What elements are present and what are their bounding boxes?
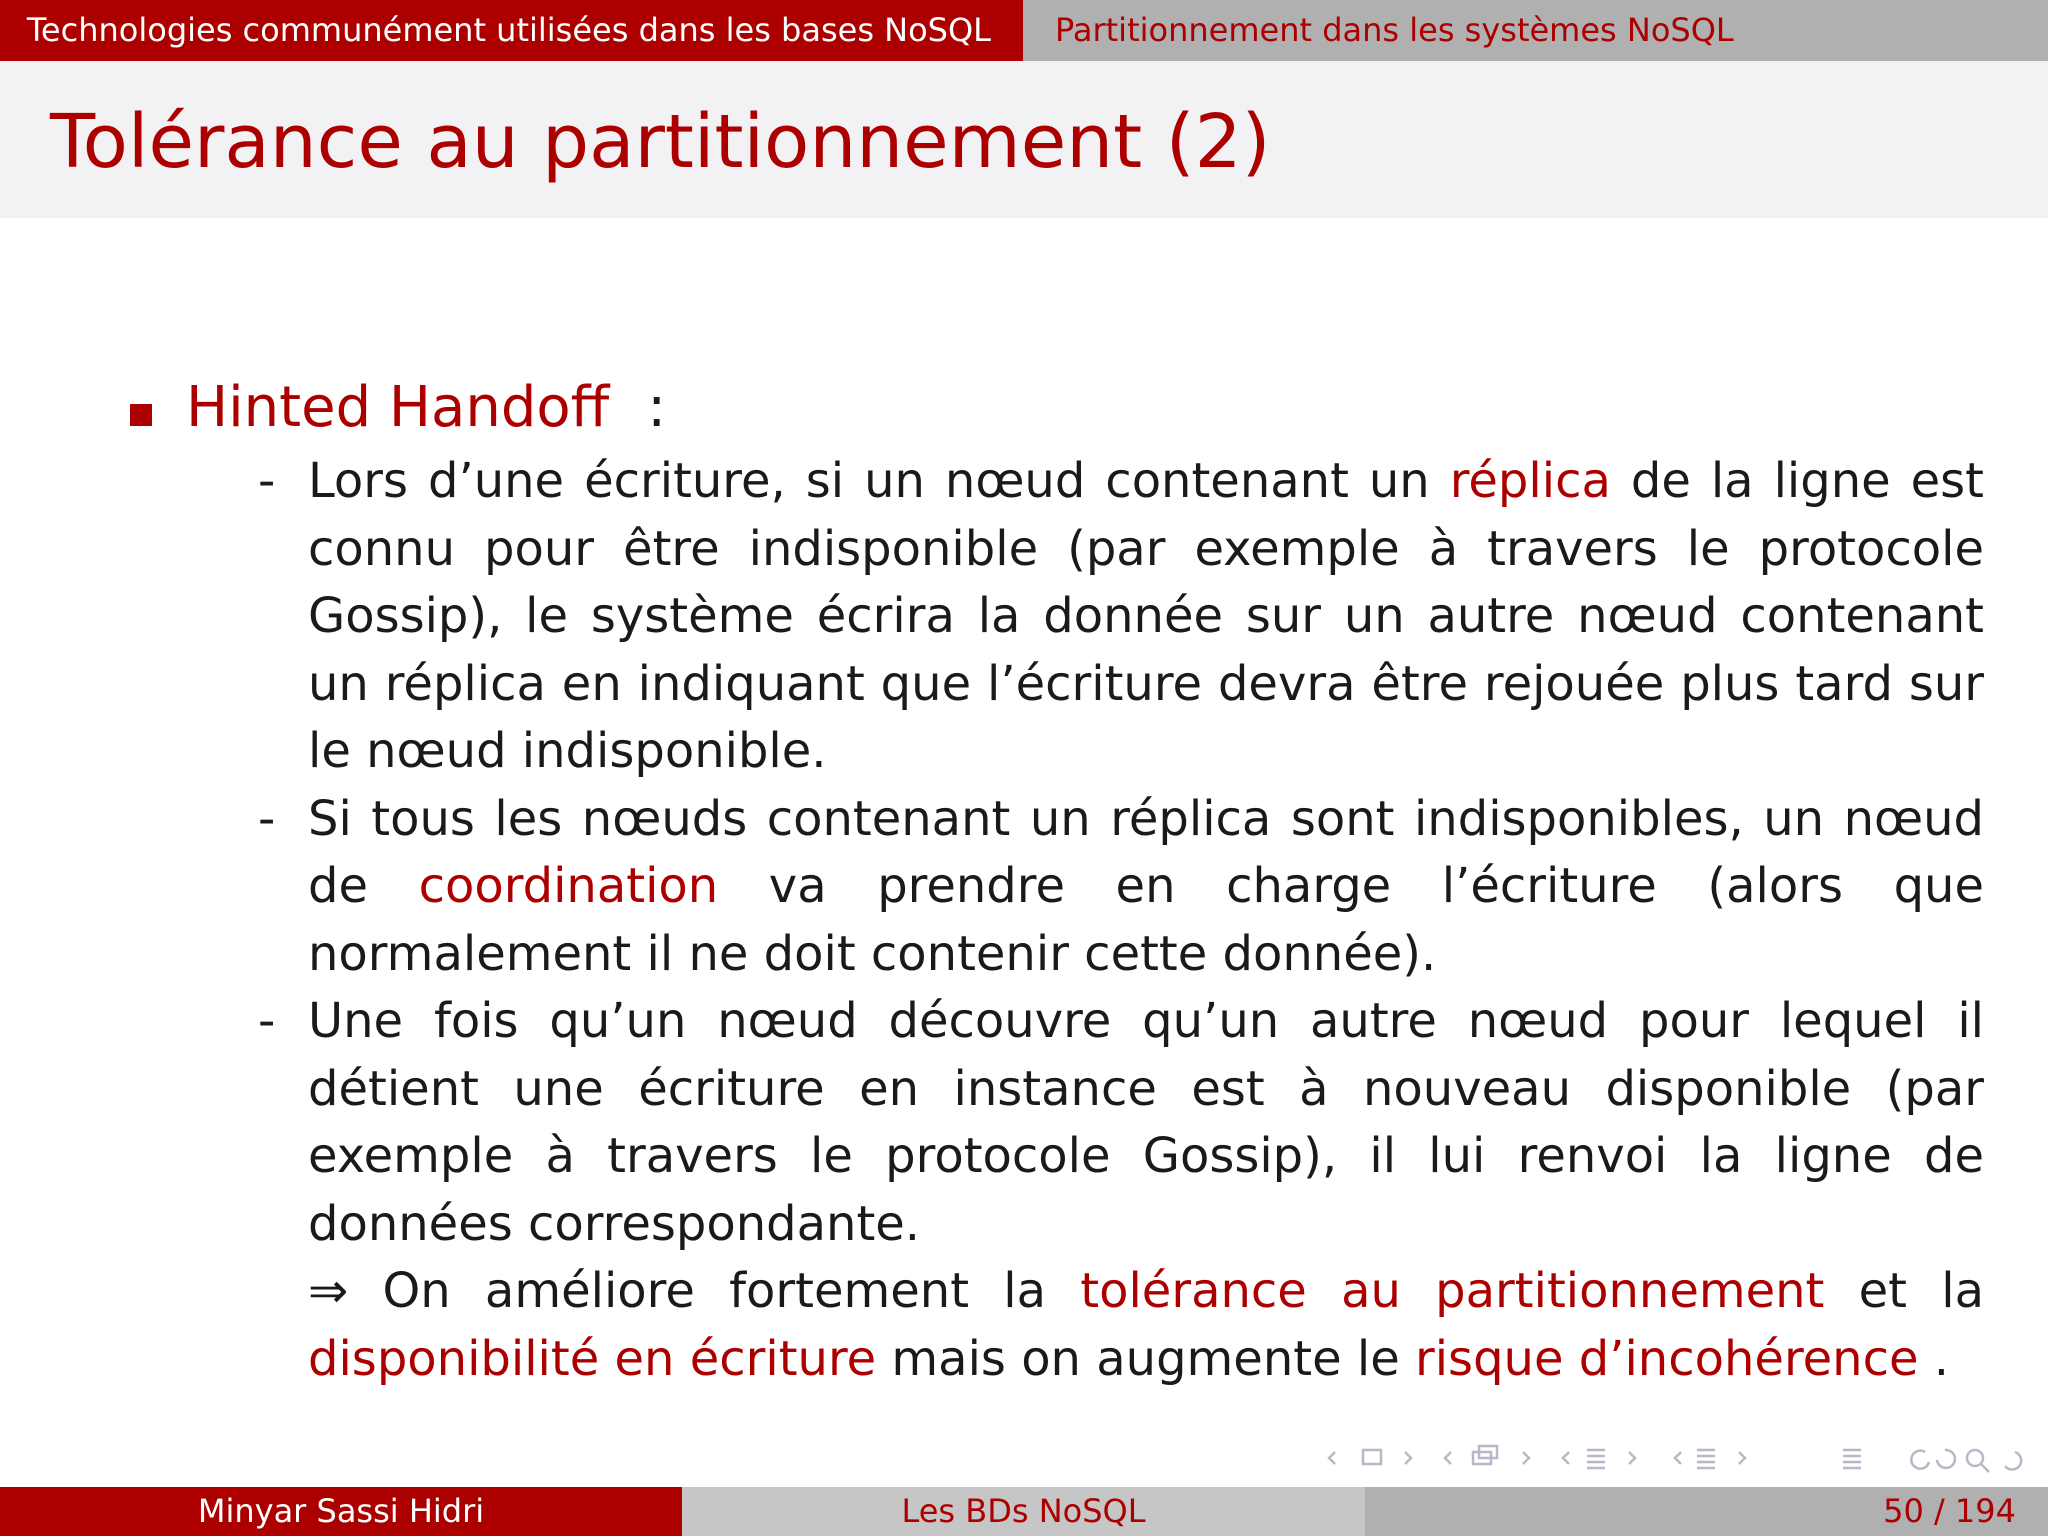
implies-arrow-icon: ⇒ — [308, 1263, 349, 1319]
nav-next-section-icon — [1629, 1452, 1635, 1464]
footer-page-number: 50 / 194 — [1365, 1487, 2048, 1536]
list-item — [258, 786, 1984, 989]
footer-bar — [0, 1487, 2048, 1536]
nav-document-icon — [1843, 1450, 1861, 1468]
nav-next-chapter-icon — [1739, 1452, 1745, 1464]
nav-section-icon — [1587, 1450, 1605, 1468]
nav-prev-chapter-icon — [1675, 1452, 1681, 1464]
bullet-colon: : — [647, 374, 667, 440]
nav-prev-frame-icon — [1329, 1452, 1335, 1464]
bullet-row — [130, 372, 666, 442]
nav-forward-icon — [1937, 1450, 1955, 1468]
dash-marker: - — [258, 993, 276, 1049]
nav-frame-icon — [1363, 1450, 1381, 1464]
slide-title: Tolérance au partitionnement (2) — [50, 99, 1271, 185]
header-section[interactable]: Technologies communément utilisées dans les bases NoSQL — [0, 0, 1023, 61]
nav-search-icon — [1967, 1450, 1983, 1466]
bullet-square-icon — [130, 404, 152, 426]
highlight-term: disponibilité en écriture — [308, 1330, 877, 1387]
footer-course: Les BDs NoSQL — [682, 1487, 1365, 1536]
beamer-navigation — [1325, 1438, 2035, 1478]
header-bar — [0, 0, 2048, 61]
highlight-term: réplica — [1449, 453, 1611, 509]
highlight-term: coordination — [418, 858, 719, 914]
bullet-heading: Hinted Handoff — [186, 374, 610, 440]
list-item — [258, 988, 1984, 1393]
dash-marker: - — [258, 453, 276, 509]
item-list — [258, 448, 1984, 1393]
list-item — [258, 448, 1984, 786]
navigation-icons[interactable] — [1325, 1438, 2035, 1478]
nav-next-frame-icon — [1405, 1452, 1411, 1464]
highlight-term: tolérance au partitionnement — [1080, 1263, 1825, 1319]
item-text: Une fois qu’un nœud découvre qu’un autre nœud pour lequel il détient une écriture en instance est à nouveau disponible (par exemple à travers le protocole Gossip), il lui renvoi la ligne de données correspondante. — [308, 993, 1984, 1252]
nav-back-icon — [1911, 1451, 1929, 1469]
dash-marker: - — [258, 790, 276, 847]
nav-chapter-icon — [1697, 1450, 1715, 1468]
footer-author: Minyar Sassi Hidri — [0, 1487, 682, 1536]
header-subsection[interactable]: Partitionnement dans les systèmes NoSQL — [1023, 0, 2048, 61]
title-bar — [0, 61, 2048, 218]
nav-prev-subsection-icon — [1445, 1452, 1451, 1464]
item-text: Lors d’une écriture, si un nœud contenant un réplica de la ligne est connu pour être indisponible (par exemple à travers le protocole Gossip), le système écrira la donnée sur un autre nœud contenant un réplica en indiquant que l’écriture devra être rejouée plus tard sur le nœud indisponible. — [308, 453, 1984, 779]
conclusion-text: ⇒ On améliore fortement la tolérance au partitionnement et la disponibilité en écriture mais on augmente le risque d’incohérence . — [308, 1263, 1985, 1387]
item-text: Si tous les nœuds contenant un réplica sont indisponibles, un nœud de coordination va prendre en charge l’écriture (alors que normalement il ne doit contenir cette donnée). — [308, 790, 1984, 982]
nav-prev-section-icon — [1563, 1452, 1569, 1464]
nav-next-subsection-icon — [1523, 1452, 1529, 1464]
highlight-term: risque d’incohérence — [1414, 1330, 1919, 1387]
